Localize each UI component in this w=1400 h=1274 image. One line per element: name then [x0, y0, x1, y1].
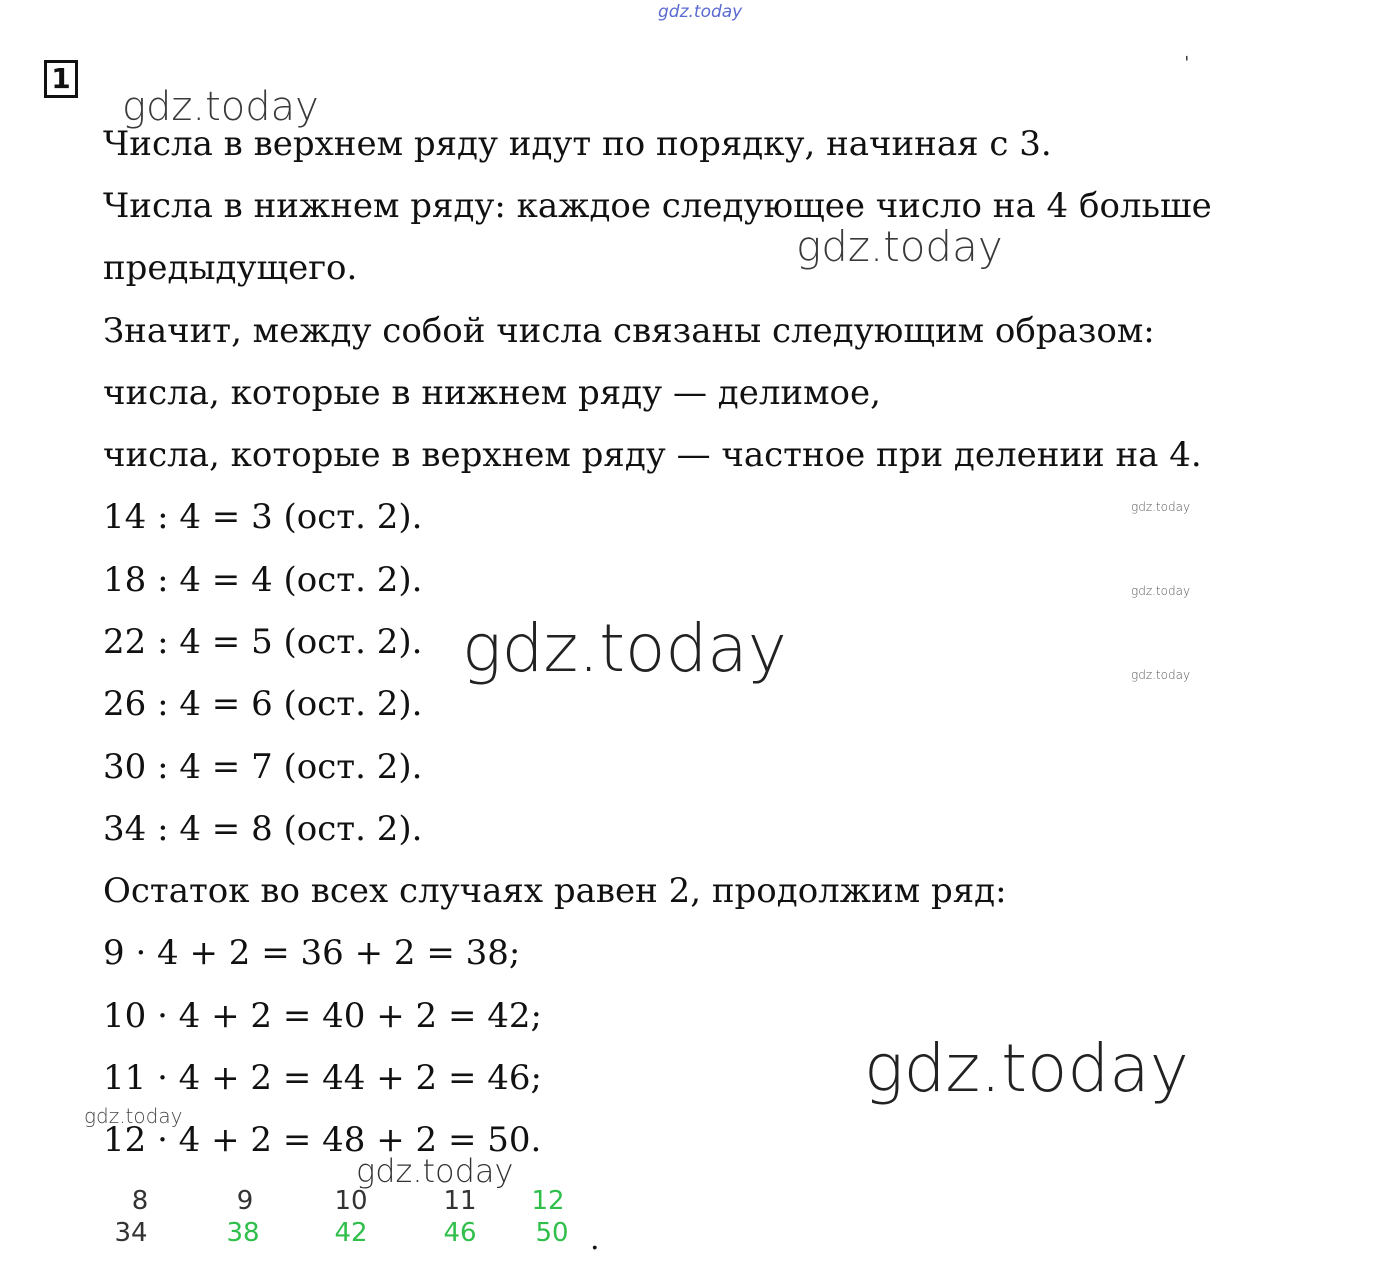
watermark: gdz.today [84, 1104, 183, 1128]
text-line: Числа в верхнем ряду идут по порядку, начиная с 3. [103, 124, 1052, 164]
equation-line: 11 · 4 + 2 = 44 + 2 = 46; [103, 1058, 542, 1098]
corner-mark-icon: ˈ [1184, 52, 1190, 76]
text-line: Значит, между собой числа связаны следующим образом: [103, 311, 1155, 351]
sequence-cell: 38 [226, 1218, 260, 1248]
sequence-cell: 9 [236, 1186, 254, 1216]
watermark: gdz.today [356, 1152, 514, 1190]
equation-line: 30 : 4 = 7 (ост. 2). [103, 747, 423, 787]
equation-line: 18 : 4 = 4 (ост. 2). [103, 560, 423, 600]
watermark-small: gdz.today [1131, 500, 1191, 514]
equation-line: 26 : 4 = 6 (ост. 2). [103, 684, 423, 724]
sequence-cell: 11 [443, 1186, 477, 1216]
text-line: числа, которые в нижнем ряду — делимое, [103, 373, 881, 413]
sequence-cell: 46 [443, 1218, 477, 1248]
watermark-small: gdz.today [1131, 668, 1191, 682]
equation-line: 10 · 4 + 2 = 40 + 2 = 42; [103, 996, 542, 1036]
sequence-cell: 50 [535, 1218, 569, 1248]
watermark: gdz.today [122, 84, 319, 130]
sequence-cell: 8 [131, 1186, 149, 1216]
text-line: Остаток во всех случаях равен 2, продолжим ряд: [103, 871, 1007, 911]
sequence-cell: 10 [334, 1186, 368, 1216]
equation-line: 14 : 4 = 3 (ост. 2). [103, 497, 423, 537]
text-line: числа, которые в верхнем ряду — частное при делении на 4. [103, 435, 1202, 475]
sequence-cell: 34 [114, 1218, 148, 1248]
watermark: gdz.today [462, 610, 787, 687]
text-line: Числа в нижнем ряду: каждое следующее число на 4 больше [103, 186, 1212, 226]
equation-line: 12 · 4 + 2 = 48 + 2 = 50. [103, 1120, 542, 1160]
trailing-period: . [590, 1222, 600, 1257]
text-line: предыдущего. [103, 248, 358, 288]
sequence-cell: 42 [334, 1218, 368, 1248]
watermark-top: gdz.today [658, 2, 743, 22]
watermark: gdz.today [864, 1030, 1189, 1107]
watermark: gdz.today [796, 222, 1003, 271]
equation-line: 34 : 4 = 8 (ост. 2). [103, 809, 423, 849]
watermark-small: gdz.today [1131, 584, 1191, 598]
equation-line: 22 : 4 = 5 (ост. 2). [103, 622, 423, 662]
equation-line: 9 · 4 + 2 = 36 + 2 = 38; [103, 933, 521, 973]
sequence-cell: 12 [531, 1186, 565, 1216]
task-number: 1 [44, 60, 78, 98]
